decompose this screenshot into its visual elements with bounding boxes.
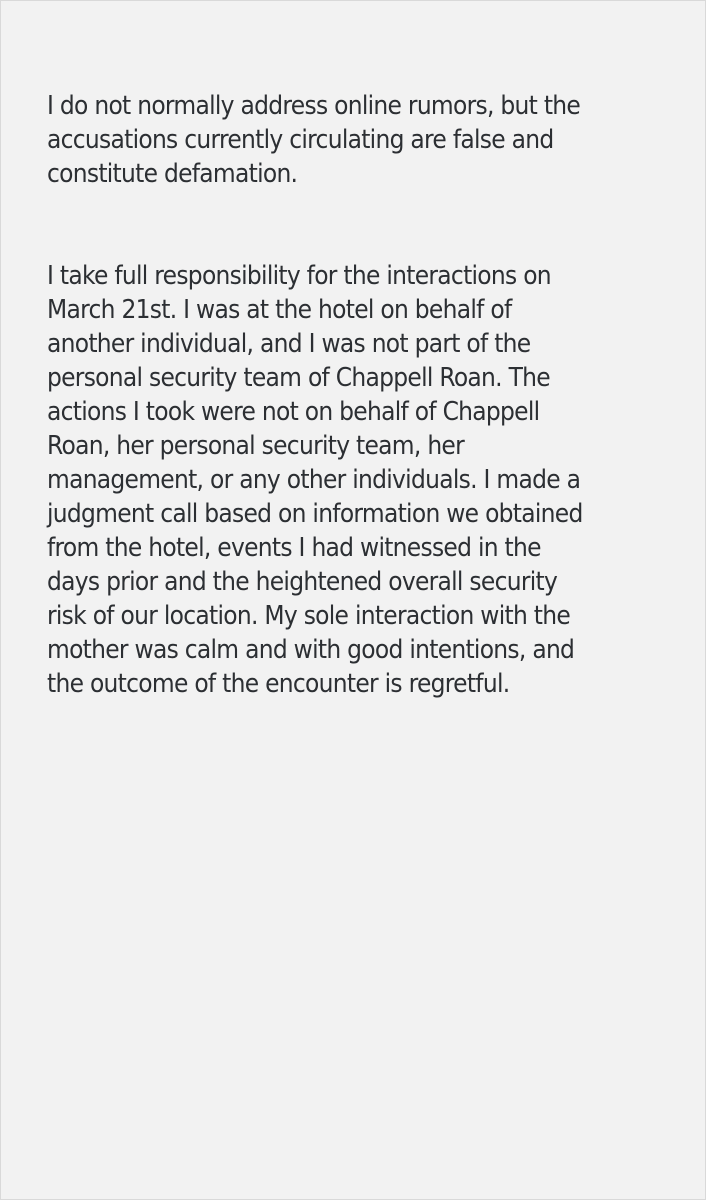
paragraph-gap	[47, 191, 665, 259]
text-line: another individual, and I was not part of the	[47, 329, 531, 359]
text-line: mother was calm and with good intentions, and	[47, 635, 575, 665]
text-line: from the hotel, events I had witnessed in the	[47, 533, 541, 563]
statement-text	[47, 89, 665, 701]
text-line: March 21st. I was at the hotel on behalf of	[47, 295, 512, 325]
text-line: personal security team of Chappell Roan. The	[47, 363, 550, 393]
text-line: days prior and the heightened overall security	[47, 567, 558, 597]
text-line: actions I took were not on behalf of Chappell	[47, 397, 540, 427]
text-line: the outcome of the encounter is regretful.	[47, 669, 510, 699]
text-line: accusations currently circulating are false and	[47, 125, 554, 155]
text-line: constitute defamation.	[47, 159, 298, 189]
text-line: Roan, her personal security team, her	[47, 431, 465, 461]
text-line: I take full responsibility for the interactions on	[47, 261, 551, 291]
text-line: management, or any other individuals. I made a	[47, 465, 581, 495]
statement-paragraph-1	[47, 89, 665, 191]
text-line: risk of our location. My sole interaction with the	[47, 601, 571, 631]
text-line: I do not normally address online rumors, but the	[47, 91, 581, 121]
statement-paragraph-2	[47, 259, 665, 701]
text-line: judgment call based on information we obtained	[47, 499, 583, 529]
